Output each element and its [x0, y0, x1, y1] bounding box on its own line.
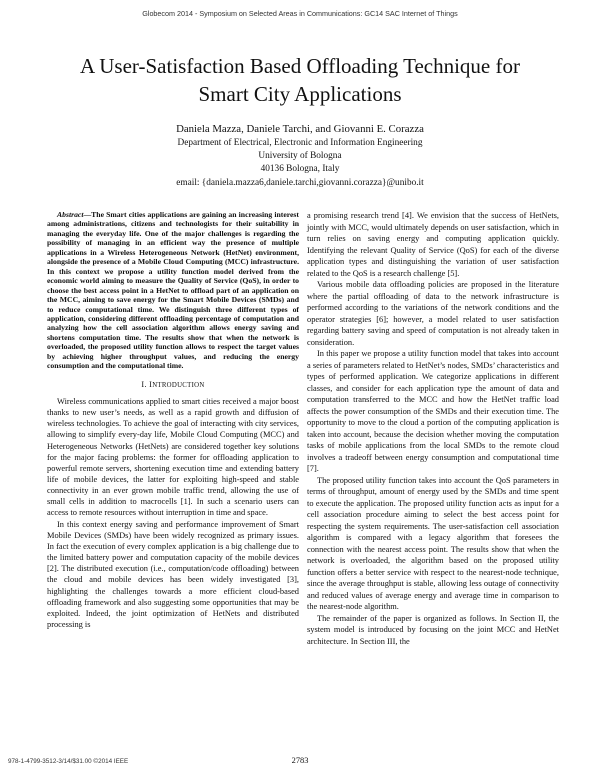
section-title-rest: NTRODUCTION [152, 381, 205, 389]
author-university: University of Bologna [258, 151, 342, 162]
title-line-2: Smart City Applications [198, 82, 402, 106]
paper-title [40, 52, 560, 108]
section-heading-introduction [47, 380, 299, 391]
page-number: 2783 [291, 756, 309, 765]
author-department: Department of Electrical, Electronic and Information Engineering [177, 138, 423, 148]
intro-paragraph-3: a promising research trend [4]. We envision that the success of HetNets, jointly with MCC, would ultimately depends on user satisfaction, which in turn relies on saving energy and computing application quickly. Identifying the relevant Quality of Service (QoS) for each of the diverse application types and distinguishing the variation of user satisfaction related to the QoS is a research challenge [5]. [307, 211, 559, 278]
intro-paragraph-1: Wireless communications applied to smart cities received a major boost thanks to new user’s needs, as well as a rapid growth and diffusion of wireless technologies. To achieve the goal of interacting with city services, allowing to simplify every-day life, Mobile Cloud Computing (MCC) and Heterogeneous Networks (HetNets) are considered together key solutions for the major facing problems: the former for offloading application to powerful remote servers, shortening execution time and extending battery life of mobile devices, the latter for exploiting high-speed and stable connectivity in an ever grown mobile traffic trend, allowing the use of small cells in addition to macrocells [1]. In such a scenario users can access to remote resources without interruption in time and space. [47, 396, 299, 518]
copyright-notice: 978-1-4799-3512-3/14/$31.00 ©2014 IEEE [8, 758, 129, 765]
title-line-1: A User-Satisfaction Based Offloading Technique for [80, 54, 520, 78]
abstract-text: —The Smart cities applications are gaining an increasing interest among administrations, citizens and technologists for their suitability in managing the everyday life. One of the major challenges is regarding the possibility of managing in an efficient way the presence of multiple applications in a Wireless Heterogeneous Network (HetNet) environment, alongside the presence of a Mobile Cloud Computing (MCC) infrastructure. In this context we propose a utility function model derived from the economic world aiming to measure the Quality of Service (QoS), in order to choose the best access point in a HetNet to offload part of an application on the MCC, aiming to save energy for the Smart Mobile Devices (SMDs) and to reduce computational time. We distinguish three different types of application, considering different offloading percentage of computation and analyzing how the cell association algorithm allows energy saving and shortens computation time. The results show that when the network is overloaded, the proposed utility function allows to respect the target values by achieving higher throughput values, and reducing the energy consumption and the computational time. [47, 210, 299, 371]
section-numeral: I. [141, 379, 147, 389]
abstract-lead: Abstract [57, 210, 84, 219]
abstract [47, 210, 299, 371]
left-column [47, 210, 299, 630]
author-block [0, 122, 600, 190]
author-email: email: {daniela.mazza6,daniele.tarchi,giovanni.corazza}@unibo.it [176, 177, 424, 188]
intro-paragraph-7: The remainder of the paper is organized as follows. In Section II, the system model is introduced by focusing on the joint MCC and HetNet architecture. In Section III, the [307, 613, 559, 646]
intro-paragraph-6: The proposed utility function takes into account the QoS parameters in terms of throughput, amount of energy used by the SMDs and time spent to execute the application. The proposed utility function acts as input for a cell association procedure aiming to select the best access point for respecting the system requirements. The user-satisfaction cell association algorithm is compared with a legacy algorithm that foresees the connection with the nearest access point. The results show that when the network is overloaded, the algorithm based on the proposed utility function offers a better service with respect to the nearest-node technique, since the average throughput is stable, allowing less outage of connectivity and reduced values of average energy and average time in comparison to the nearest-node algorithm. [307, 475, 559, 611]
intro-paragraph-5: In this paper we propose a utility function model that takes into account a series of parameters related to HetNet’s nodes, SMDs’ characteristics and types of performed application. We categorize applications in different classes, and consider for each application type the amount of data and computation transferred to the MCC and how the HetNet traffic load affects the power consumption of the SMDs and their execution time. The opportunity to move to the cloud a portion of the computing application is taken into account, because the decision whether moving the computation tasks of mobile applications from the local SMDs to the remote cloud involves a tradeoff between energy consumption and computational time [7]. [307, 349, 559, 473]
author-names: Daniela Mazza, Daniele Tarchi, and Giovanni E. Corazza [176, 123, 424, 135]
author-address: 40136 Bologna, Italy [260, 164, 340, 175]
right-column [307, 210, 559, 647]
running-header: Globecom 2014 - Symposium on Selected Areas in Communications: GC14 SAC Internet of Things [142, 9, 458, 18]
intro-paragraph-2: In this context energy saving and performance improvement of Smart Mobile Devices (SMDs) have been widely recognized as primary issues. In fact the execution of every complex application is a big challenge due to the limited battery power and computation capacity of the mobile devices [2]. The distributed execution (i.e., computation/code offloading) between the cloud and mobile devices has been widely investigated [3], highlighting the challenges towards a more efficient cloud-based offloading framework and also suggesting some opportunities that may be exploited. Indeed, the joint optimization of HetNets and distributed processing is [47, 519, 299, 630]
intro-paragraph-4: Various mobile data offloading policies are proposed in the literature where the partial offloading of data to the network infrastructure is performed according to the variations of the network conditions and the operator strategies [6]; however, a model related to user satisfaction regarding battery saving and speed of computation is not already taken in consideration. [307, 280, 559, 347]
section-first-letter: I [149, 379, 153, 389]
